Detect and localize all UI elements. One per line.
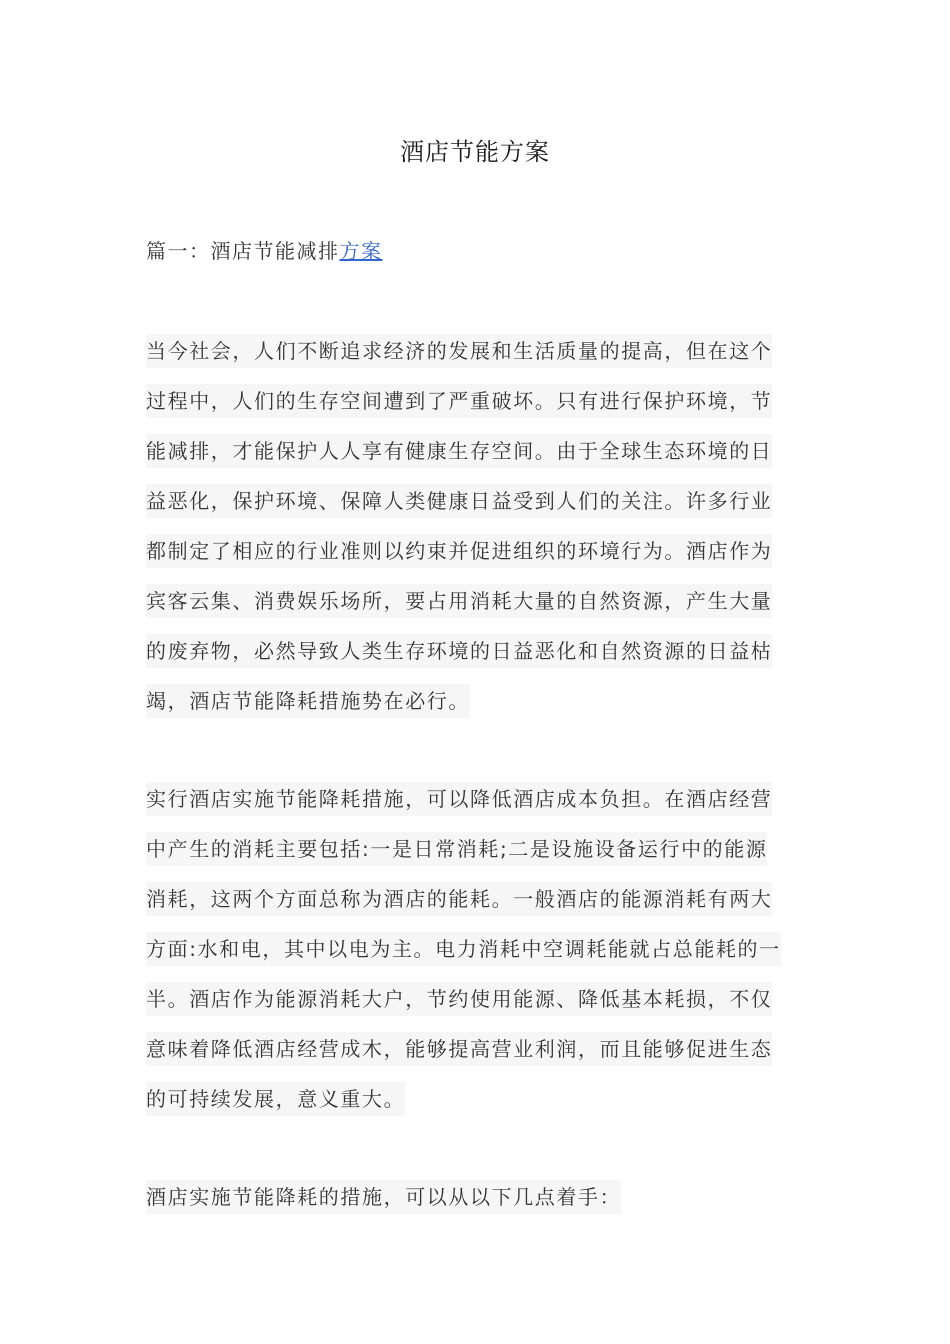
paragraph-line: 当今社会，人们不断追求经济的发展和生活质量的提高，但在这个 [146,334,772,368]
paragraph-1 [146,334,808,734]
paragraph-line: 能减排，才能保护人人享有健康生存空间。由于全球生态环境的日 [146,434,772,468]
section-heading-link[interactable]: 方案 [339,239,383,263]
paragraph-line: 消耗，这两个方面总称为酒店的能耗。一般酒店的能源消耗有两大 [146,882,772,916]
paragraph-line: 竭，酒店节能降耗措施势在必行。 [146,684,470,718]
paragraph-3 [146,1180,808,1230]
paragraph-line: 意味着降低酒店经营成木，能够提高营业利润，而且能够促进生态 [146,1032,772,1066]
document-title: 酒店节能方案 [400,138,550,166]
paragraph-line: 半。酒店作为能源消耗大户，节约使用能源、降低基本耗损，不仅 [146,982,772,1016]
paragraph-line: 宾客云集、消费娱乐场所，要占用消耗大量的自然资源，产生大量 [146,584,772,618]
paragraph-line: 中产生的消耗主要包括:一是日常消耗;二是设施设备运行中的能源 [146,832,767,866]
paragraph-line: 的可持续发展，意义重大。 [146,1082,405,1116]
paragraph-line: 过程中，人们的生存空间遭到了严重破坏。只有进行保护环境，节 [146,384,772,418]
paragraph-line: 实行酒店实施节能降耗措施，可以降低酒店成本负担。在酒店经营 [146,782,772,816]
section-heading [146,234,383,268]
paragraph-line: 的废弃物，必然导致人类生存环境的日益恶化和自然资源的日益枯 [146,634,772,668]
paragraph-line: 都制定了相应的行业准则以约束并促进组织的环境行为。酒店作为 [146,534,772,568]
paragraph-line: 方面:水和电，其中以电为主。电力消耗中空调耗能就占总能耗的一 [146,932,781,966]
paragraph-line: 酒店实施节能降耗的措施，可以从以下几点着手： [146,1180,621,1214]
section-heading-text: 篇一：酒店节能减排 [146,239,340,263]
paragraph-line: 益恶化，保护环境、保障人类健康日益受到人们的关注。许多行业 [146,484,772,518]
paragraph-2 [146,782,808,1132]
